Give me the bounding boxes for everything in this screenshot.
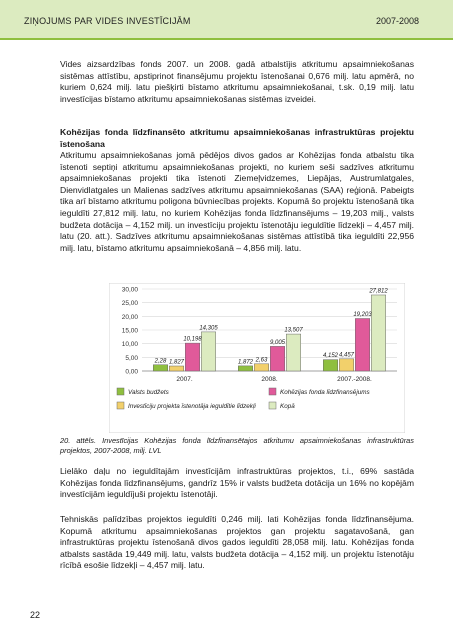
header-year: 2007-2008 <box>375 16 419 26</box>
y-tick-label: 25,00 <box>121 300 138 308</box>
bar <box>270 346 285 371</box>
legend-label: Valsts budžets <box>128 389 169 396</box>
bar-value-label: 4,152 <box>322 353 339 360</box>
bar-value-label: 2,28 <box>154 358 167 365</box>
legend-label: Kopā <box>280 403 295 410</box>
bar <box>185 343 200 371</box>
y-tick-label: 0,00 <box>125 368 138 376</box>
bar-value-label: 13,507 <box>284 327 303 334</box>
page-header <box>0 0 453 40</box>
bar <box>153 365 168 371</box>
section-heading: Kohēzijas fonda līdzfinansēto atkritumu apsaimniekošanas infrastruktūras projektu īstenošana <box>60 127 414 149</box>
investment-bar-chart <box>109 283 405 433</box>
y-tick-label: 10,00 <box>121 341 138 349</box>
legend-swatch <box>117 402 124 409</box>
bar-value-label: 1,827 <box>168 359 185 366</box>
legend-swatch <box>269 402 276 409</box>
x-tick-label: 2007. <box>176 376 193 383</box>
bar <box>323 360 338 371</box>
y-tick-label: 15,00 <box>121 327 138 335</box>
paragraph-2: Atkritumu apsaimniekošanas jomā pēdējos divos gados ar Kohēzijas fonda atbalstu tika īstenoti septiņi atkritumu apsaimniekošanas projekti, no kuriem seši sadzīves atkritumu apsaimniekošanas projekti tika īstenoti Ziemeļvidzemes, Liepājas, Austrumlatgales, Dienvidlatgales un Malienas sadzīves atkritumu apsaimniekošanas (SAA) reģionā. Pabeigts tika arī bīstamo atkritumu poligona būvniecības projekts. Kopumā šo projektu īstenošanā tika ieguldīti 27,812 milj. latu, no kuriem Kohēzijas fonda līdzfinansējums – 19,203 milj., valsts budžeta dotācija – 4,152 milj. un investīciju projektu īstenotāju ieguldītie līdzekļi – 4,457 milj. latu (20. att.). Sadzīves atkritumu apsaimniekošanas sistēmas attīstībā tika ieguldīti 22,956 milj. latu, bīstamo atkritumu apsaimniekošanā – 4,856 milj. latu. <box>60 150 414 253</box>
bar <box>339 359 354 371</box>
bar-value-label: 1,872 <box>237 359 254 366</box>
bar <box>371 295 386 371</box>
bar <box>201 332 216 371</box>
paragraph-4: Tehniskās palīdzības projektos ieguldīti 0,246 milj. lati Kohēzijas fonda līdzfinansējuma. Kopumā atkritumu apsaimniekošanas projektos gan projektu sagatavošanā, gan infrastruktūras projektu īstenošanā divos gados ieguldīti 28,058 milj. latu. Kohēzijas fonda atbalsts sastāda 19,449 milj. latu, valsts budžeta dotācija – 4,152 milj. un projektu īstenotāju rīcībā esošie līdzekļi – 4,457 milj. latu. <box>60 514 414 571</box>
y-tick-label: 5,00 <box>125 354 138 362</box>
page-number: 22 <box>30 610 41 620</box>
x-tick-label: 2007.-2008. <box>337 376 372 383</box>
y-tick-label: 20,00 <box>121 313 138 321</box>
legend-label: Kohēzijas fonda līdzfinansējums <box>280 389 370 396</box>
bar-value-label: 10,198 <box>183 336 202 343</box>
paragraph-1: Vides aizsardzības fonds 2007. un 2008. gadā atbalstījis atkritumu apsaimniekošanas sistēmas attīstību, apstiprinot finansējumu projektu īstenošanai 0,676 milj. latu apmērā, no kuriem 0,624 milj. latu piešķirti bīstamo atkritumu apsaimniekošanai, t.sk. 0,19 milj. latu investīcijas bīstamo atkritumu apsaimniekošanas sistēmas izveidei. <box>60 59 414 104</box>
bar-value-label: 27,812 <box>369 288 388 295</box>
header-title: ZIŅOJUMS PAR VIDES INVESTĪCIJĀM <box>24 16 191 26</box>
legend-swatch <box>269 388 276 395</box>
bar <box>254 364 269 371</box>
figure-caption: 20. attēls. Investīcijas Kohēzijas fonda līdzfinansētajos atkritumu apsaimniekošanas infrastruktūras projektos, 2007-2008, milj. LVL <box>60 436 414 455</box>
bar-value-label: 14,305 <box>199 325 218 332</box>
bar-value-label: 19,203 <box>353 312 372 319</box>
bar-value-label: 9,005 <box>269 339 286 346</box>
x-tick-label: 2008. <box>261 376 278 383</box>
bar <box>286 334 301 371</box>
bar-value-label: 2,63 <box>255 357 268 364</box>
bar <box>169 366 184 371</box>
legend-label: Investīciju projekta īstenotāja ieguldītie līdzekļi <box>128 403 256 410</box>
legend-swatch <box>117 388 124 395</box>
bar <box>238 366 253 371</box>
y-tick-label: 30,00 <box>121 286 138 294</box>
paragraph-3: Lielāko daļu no ieguldītajām investīcijām infrastruktūras projektos, t.i., 69% sastāda Kohēzijas fonda līdzfinansējums, gandrīz 15% ir valsts budžeta dotācija un 16% no kopējām investīcijām ieguldījuši projektu īstenotāji. <box>60 466 414 500</box>
bar <box>355 319 370 371</box>
bar-value-label: 4,457 <box>338 352 355 359</box>
